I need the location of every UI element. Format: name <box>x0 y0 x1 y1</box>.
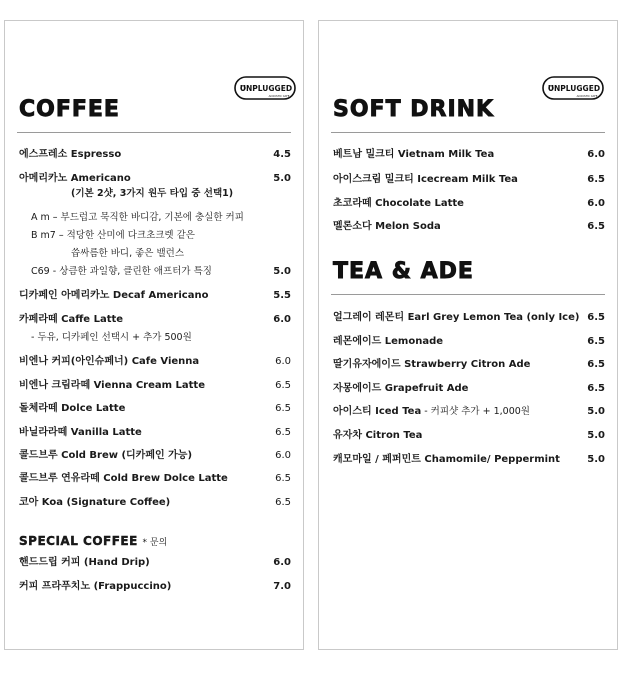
item-price: 6.0 <box>273 314 291 325</box>
item-price: 5.5 <box>273 290 291 301</box>
bean-am: A m – 부드럽고 묵직한 바디감, 기본에 충실한 커피 <box>31 212 244 223</box>
menu-item <box>333 197 605 211</box>
item-note: - 커피샷 추가 + 1,000원 <box>421 406 530 417</box>
item-name: 비엔나 크림라떼 Vienna Cream Latte <box>19 380 205 391</box>
coffee-menu-panel <box>4 20 304 650</box>
bean-bm7-cont: 씁싸름한 바디, 좋은 밸런스 <box>71 248 185 259</box>
menu-item <box>333 173 605 187</box>
item-name: 콜드브루 연유라떼 Cold Brew Dolce Latte <box>19 473 228 484</box>
menu-item <box>19 426 291 440</box>
menu-item <box>333 335 605 349</box>
menu-item <box>19 449 291 463</box>
menu-item <box>333 453 605 467</box>
item-name: 돌체라떼 Dolce Latte <box>19 403 126 414</box>
item-name: 아이스티 Iced Tea <box>333 406 422 417</box>
item-name: 레몬에이드 Lemonade <box>333 336 444 347</box>
item-price: 6.0 <box>273 557 291 568</box>
menu-item-decaf <box>19 289 291 303</box>
menu-item-espresso <box>19 148 291 162</box>
item-price: 5.0 <box>587 406 605 417</box>
item-price: 6.5 <box>587 383 605 394</box>
menu-item <box>19 402 291 416</box>
menu-item <box>333 382 605 396</box>
item-price: 6.5 <box>275 473 291 484</box>
divider <box>331 132 605 133</box>
item-price: 4.5 <box>273 149 291 160</box>
menu-item <box>333 429 605 443</box>
svg-text:UNPLUGGED: UNPLUGGED <box>547 84 601 93</box>
divider <box>17 132 291 133</box>
coffee-heading: COFFEE <box>19 97 120 122</box>
item-price: 6.5 <box>275 380 291 391</box>
item-name: 초코라떼 Chocolate Latte <box>333 198 464 209</box>
latte-note: - 두유, 디카페인 선택시 + 추가 500원 <box>31 332 192 343</box>
menu-item <box>19 355 291 369</box>
item-price: 6.5 <box>587 174 605 185</box>
item-price: 6.0 <box>587 198 605 209</box>
drinks-menu-panel <box>318 20 618 650</box>
svg-text:UNPLUGGED: UNPLUGGED <box>239 84 293 93</box>
item-name: 비엔나 커피(아인슈페너) Cafe Vienna <box>19 356 200 367</box>
item-price: 5.0 <box>587 454 605 465</box>
special-coffee-title: SPECIAL COFFEE <box>19 534 138 548</box>
item-name: 아메리카노 Americano <box>19 173 131 184</box>
bean-bm7: B m7 – 적당한 산미에 다크초크렛 같은 <box>31 230 195 241</box>
menu-item <box>19 379 291 393</box>
item-name: C69 - 상큼한 과일향, 클린한 애프터가 특징 <box>31 266 212 277</box>
item-name: 딸기유자에이드 Strawberry Citron Ade <box>333 359 531 370</box>
svg-text:ACOUSTIC CAFE: ACOUSTIC CAFE <box>268 95 290 98</box>
item-name: 자몽에이드 Grapefruit Ade <box>333 383 469 394</box>
item-price: 6.0 <box>275 356 291 367</box>
menu-item <box>19 472 291 486</box>
item-name: 멜론소다 Melon Soda <box>333 221 441 232</box>
menu-item <box>333 220 605 234</box>
item-price: 6.5 <box>275 427 291 438</box>
item-price: 6.5 <box>587 221 605 232</box>
item-name: 캐모마일 / 페퍼민트 Chamomile/ Peppermint <box>333 454 560 465</box>
item-price: 6.5 <box>275 403 291 414</box>
item-price: 6.0 <box>275 450 291 461</box>
item-name: 베트남 밀크티 Vietnam Milk Tea <box>333 149 495 160</box>
item-name: 코아 Koa (Signature Coffee) <box>19 497 171 508</box>
item-price: 6.5 <box>587 359 605 370</box>
menu-item <box>333 358 605 372</box>
unplugged-logo <box>541 73 605 107</box>
item-name: 얼그레이 레몬티 Earl Grey Lemon Tea (only Ice) <box>333 312 580 323</box>
item-name: 바닐라라떼 Vanilla Latte <box>19 427 142 438</box>
menu-item-caffe-latte <box>19 313 291 327</box>
unplugged-logo <box>233 73 297 107</box>
item-price: 5.0 <box>273 266 291 277</box>
menu-item-frappuccino <box>19 580 291 594</box>
svg-text:ACOUSTIC CAFE: ACOUSTIC CAFE <box>576 95 598 98</box>
menu-item <box>333 311 605 325</box>
item-name: 카페라떼 Caffe Latte <box>19 314 124 325</box>
menu-item-hand-drip <box>19 556 291 570</box>
item-name: 디카페인 아메리카노 Decaf Americano <box>19 290 209 301</box>
inquiry-note: * 문의 <box>142 538 168 548</box>
item-name: 유자차 Citron Tea <box>333 430 423 441</box>
item-price: 7.0 <box>273 581 291 592</box>
soft-drink-heading: SOFT DRINK <box>333 97 495 122</box>
item-name: 핸드드립 커피 (Hand Drip) <box>19 557 150 568</box>
special-coffee-heading <box>19 534 167 548</box>
americano-note: (기본 2샷, 3가지 원두 타입 중 선택1) <box>71 188 234 199</box>
item-name: 콜드브루 Cold Brew (디카페인 가능) <box>19 450 193 461</box>
tea-ade-heading: TEA & ADE <box>333 259 474 284</box>
menu-item <box>19 496 291 510</box>
bean-c69 <box>31 265 291 279</box>
item-price: 6.5 <box>587 336 605 347</box>
item-price: 6.5 <box>587 312 605 323</box>
item-price: 5.0 <box>273 173 291 184</box>
menu-item <box>333 405 605 419</box>
divider <box>331 294 605 295</box>
menu-item <box>333 148 605 162</box>
item-price: 6.0 <box>587 149 605 160</box>
menu-item-americano <box>19 172 291 186</box>
item-name: 아이스크림 밀크티 Icecream Milk Tea <box>333 174 518 185</box>
item-name: 에스프레소 Espresso <box>19 149 122 160</box>
item-price: 6.5 <box>275 497 291 508</box>
item-name: 커피 프라푸치노 (Frappuccino) <box>19 581 172 592</box>
item-price: 5.0 <box>587 430 605 441</box>
